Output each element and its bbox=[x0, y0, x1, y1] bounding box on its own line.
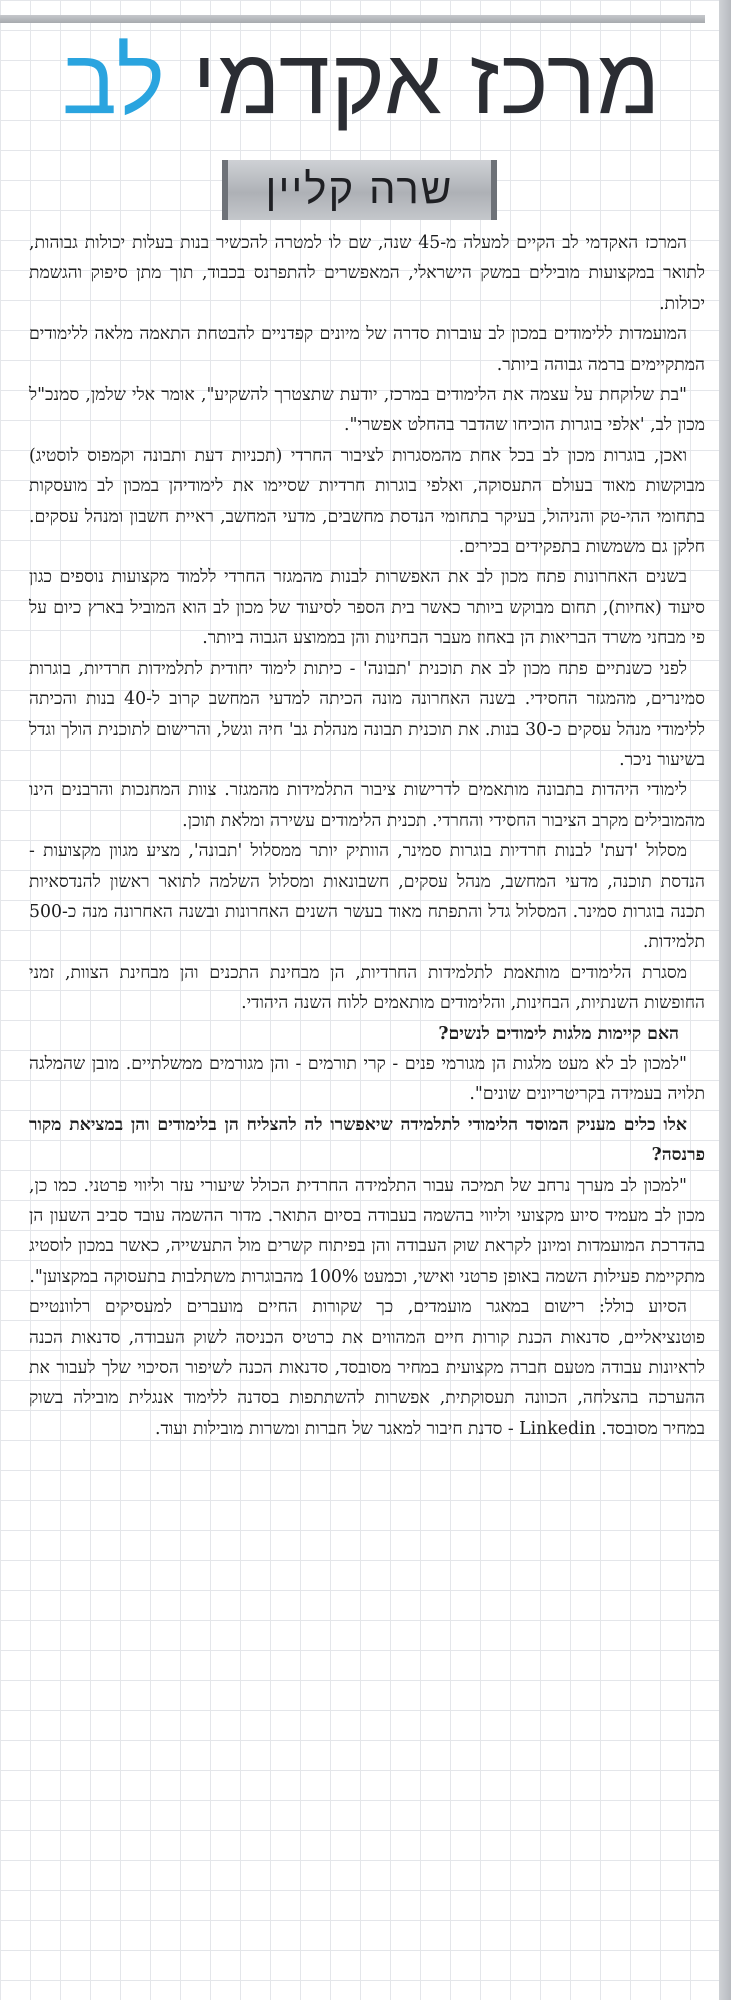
author-name: שרה קליין bbox=[222, 160, 498, 220]
article-paragraph: מסגרת הלימודים מותאמת לתלמידות החרדיות, הן מבחינת התכנים והן מבחינת הצוות, זמני החופשות השנתיות, הבחינות, והלימודים מותאמים ללוח השנה היהודי. bbox=[29, 962, 705, 1014]
answer-paragraph: "למכון לב לא מעט מלגות הן מגורמי פנים - קרי תורמים - והן מגורמים ממשלתיים. מובן שהמלגה תלויה בעמידה בקריטריונים שונים". bbox=[29, 1053, 705, 1105]
article-paragraph: בשנים האחרונות פתח מכון לב את האפשרות לבנות מהמגזר החרדי ללמוד מקצועות נוספים כגון סיעוד (אחיות), תחום מבוקש ביותר כאשר בית הספר לסיעוד של מכון לב הוא המוביל בארץ כיום על פי מבחני משרד הבריאות הן באחוז מעבר הבחינות והן בממוצע הגבוה ביותר. bbox=[29, 567, 705, 649]
answer-paragraph: הסיוע כולל: רישום במאגר מועמדים, כך שקורות החיים מועברים למעסיקים רלוונטיים פוטנציאליים, סדנאות הכנת קורות חיים המהווים את כרטיס הכניסה לשוק העבודה, סדנאות הכנה לראיונות עבודה מטעם חברה מקצועית במחיר מסובסד, סדנאות הכנה לשיפור הסיכוי שלך לעבור את ההערכה בהצלחה, הכוונה תעסוקתית, אפשרות להשתתפות בסדנה ללימוד אנגלית מובילה בשוק במחיר מסובסד. Linkedin - סדנת חיבור למאגר של חברות ומשרות מובילות ועוד. bbox=[29, 1297, 705, 1439]
top-rule bbox=[0, 15, 705, 23]
article-paragraph: ואכן, בוגרות מכון לב בכל אחת מהמסגרות לציבור החרדי (תכניות דעת ותבונה וקמפוס לוסטיג) מבוקשות מאוד בעולם התעסוקה, ואלפי בוגרות חרדיות שסיימו את לימודיהן במכון לב מועסקות בתחומי ההי-טק והניהול, בעיקר בתחומי הנדסת מחשבים, מדעי המחשב, ראיית חשבון ומנהל עסקים. חלקן גם משמשות בתפקידים בכירים. bbox=[29, 445, 705, 558]
page-title bbox=[20, 32, 703, 132]
answer-paragraph: "למכון לב מערך נרחב של תמיכה עבור התלמידה החרדית הכולל שיעורי עזר וליווי פרטני. כמו כן, מכון לב מעמיד סיוע מקצועי וליווי בהשמה בעבודה בסיום התואר. מדור ההשמה עובד סביב השעון הן בהדרכת המועמדות ומיונן לקראת שוק העבודה והן בפיתוח קשרים מול התעשייה, כאשר במכון לוסטיג מתקיימת פעילות השמה באופן פרטני ואישי, וכמעט 100% מהבוגרות משתלבות בתעסוקה במקצוען". bbox=[29, 1175, 705, 1287]
article-paragraph: לימודי היהדות בתבונה מותאמים לדרישות ציבור התלמידות מהמגזר. צוות המחנכות והרבנים הינו מהמובילים מקרב הציבור החסידי והחרדי. תכנית הלימודים עשירה ומלאת תוכן. bbox=[29, 780, 705, 831]
headline-accent: לב bbox=[61, 31, 166, 133]
article-paragraph: מסלול 'דעת' לבנות חרדיות בוגרות סמינר, הוותיק יותר ממסלול 'תבונה', מציע מגוון מקצועות - הנדסת תוכנה, מדעי המחשב, מנהל עסקים, חשבונאות ומסלול השלמה לתואר ראשון להנדסאיות תכנה בוגרות סמינר. המסלול גדל והתפתח מאוד בעשר השנים האחרונות ובשנה האחרונה מנה כ-500 תלמידות. bbox=[29, 841, 705, 953]
article-paragraph: "בת שלוקחת על עצמה את הלימודים במרכז, יודעת שתצטרך להשקיע", אומר אלי שלמן, סמנכ"ל מכון לב, 'אלפי בוגרות הוכיחו שהדבר בהחלט אפשרי". bbox=[29, 385, 705, 436]
article-paragraph: לפני כשנתיים פתח מכון לב את תוכנית 'תבונה' - כיתות לימוד יחודית לתלמידות חרדיות, בוגרות סמינרים, מהמגזר החסידי. בשנה האחרונה מונה הכיתה למדעי המחשב קרוב ל-40 בנות והכיתה ללימודי מנהל עסקים כ-30 בנות. את תוכנית תבונה מנהלת גב' חיה וגשל, והרישום לתוכנית הולך וגדל בשיעור ניכר. bbox=[29, 658, 705, 770]
article-paragraph: המרכז האקדמי לב הקיים למעלה מ-45 שנה, שם לו למטרה להכשיר בנות בעלות יכולות גבוהות, לתואר במקצועות מובילים במשק הישראלי, המאפשרים להתפרנס בכבוד, תוך מתן סיפוק והגשמת יכולות. bbox=[29, 233, 705, 314]
author-banner bbox=[0, 160, 719, 220]
side-rule bbox=[719, 0, 731, 2000]
article-body bbox=[29, 228, 705, 1444]
article-paragraph: המועמדות ללימודים במכון לב עוברות סדרה של מיונים קפדניים להבטחת התאמה מלאה ללימודים המתקיימים ברמה גבוהה ביותר. bbox=[29, 324, 705, 375]
question-heading: האם קיימות מלגות לימודים לנשים? bbox=[438, 1023, 679, 1044]
headline-main: מרכז אקדמי bbox=[192, 31, 662, 133]
question-heading: אלו כלים מעניק המוסד הלימודי לתלמידה שיאפשרו לה להצליח הן בלימודים והן במציאת מקור פרנסה? bbox=[29, 1114, 705, 1166]
